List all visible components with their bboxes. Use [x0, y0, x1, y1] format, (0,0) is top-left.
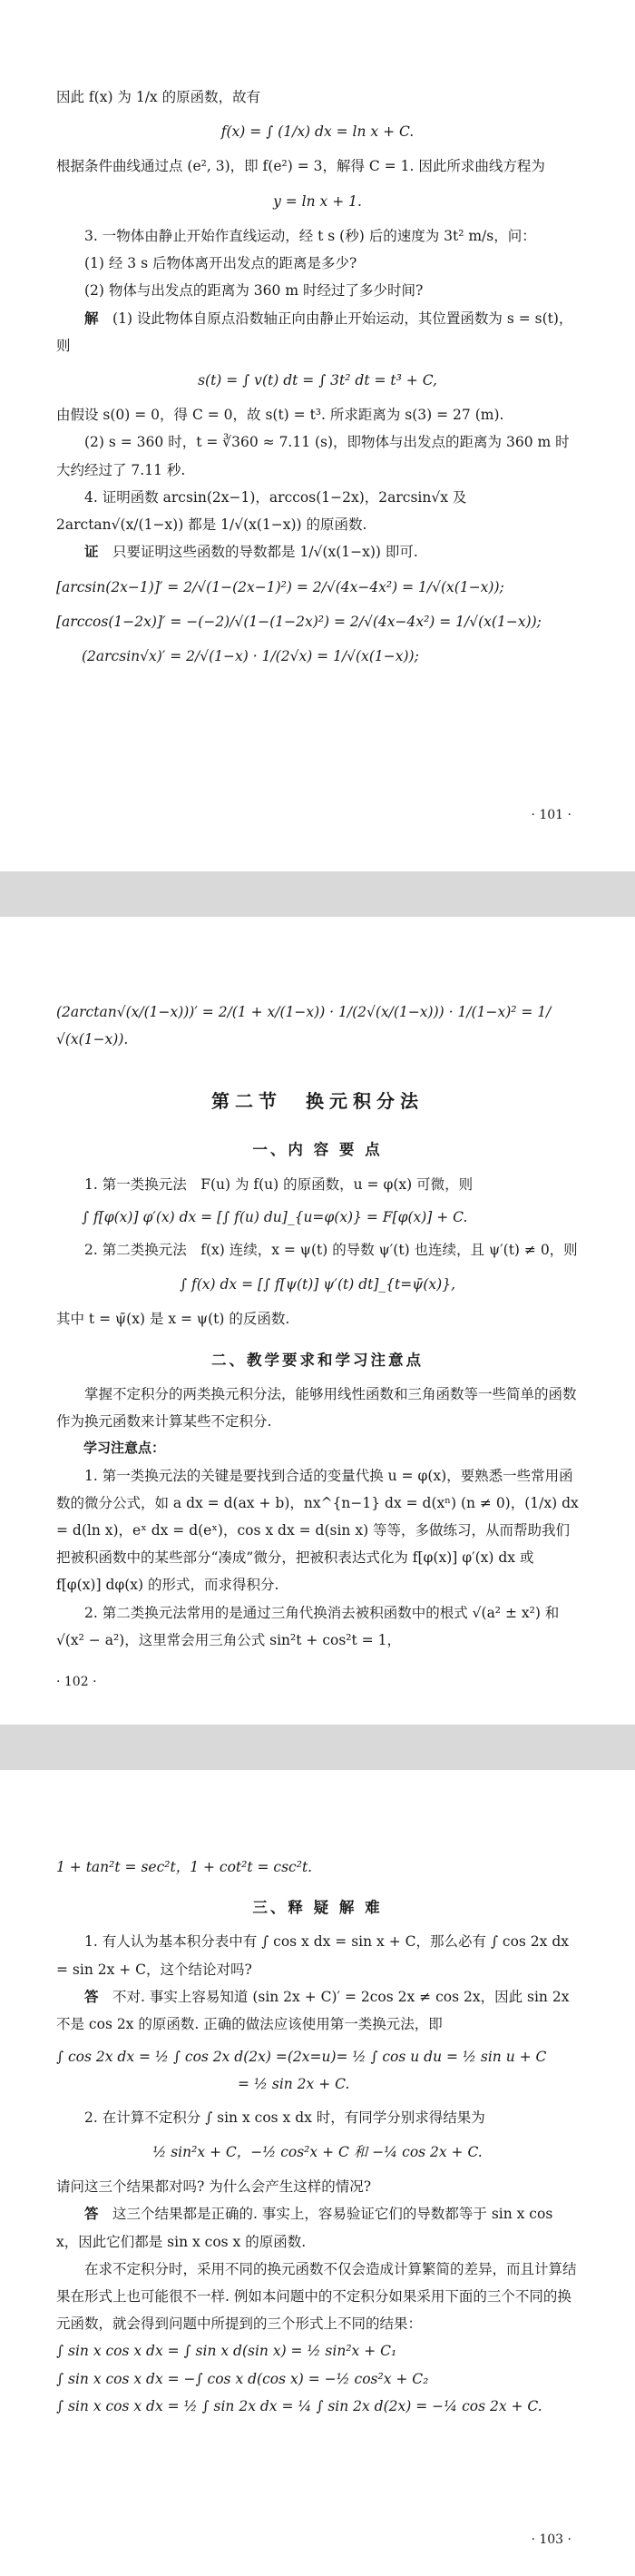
formula: [arcsin(2x−1)]′ = 2/√(1−(2x−1)²) = 2/√(4x−4x²) = 1/√(x(1−x)); — [56, 578, 504, 595]
text-line: 因此 f(x) 为 1/x 的原函数，故有 — [56, 89, 261, 105]
subsection-title: 一、内 容 要 点 — [252, 1141, 383, 1159]
solution-paragraph — [56, 305, 579, 359]
problem-4: 4. 证明函数 arcsin(2x−1)，arccos(1−2x)，2arcsin√x 及 2arctan√(x/(1−x)) 都是 1/√(x(1−x)) 的原函数. — [56, 488, 467, 534]
formula: (2arctan√(x/(1−x)))′ = 2/(1 + x/(1−x)) · 1/(2√(x/(1−x))) · 1/(1−x)² = 1/√(x(1−x)). — [56, 1004, 552, 1048]
text-line: 2. 第二类换元法 f(x) 连续，x = ψ(t) 的导数 ψ′(t) 也连续，且 ψ′(t) ≠ 0，则 — [84, 1242, 578, 1259]
solution-label: 解 — [84, 310, 99, 327]
question-2: (2) 物体与出发点的距离为 360 m 时经过了多少时间? — [84, 282, 424, 300]
answer-label: 答 — [84, 2206, 99, 2223]
question-1: (1) 经 3 s 后物体离开出发点的距离是多少? — [84, 255, 357, 272]
page-number: · 103 · — [531, 2532, 572, 2547]
heading-notes: 学习注意点： — [83, 1440, 166, 1457]
page-separator — [0, 1725, 635, 1770]
text-line: 掌握不定积分的两类换元积分法，能够用线性函数和三角函数等一些简单的函数作为换元函数来计算某些不定积分. — [56, 1385, 577, 1431]
answer-paragraph — [56, 1983, 579, 2038]
solution-text: (1) 设此物体自原点沿数轴正向由静止开始运动，其位置函数为 s = s(t)，则 — [56, 310, 573, 354]
formula: 1 + tan²t = sec²t，1 + cot²t = csc²t. — [56, 1859, 313, 1875]
formula: ∫ sin x cos x dx = ∫ sin x d(sin x) = ½ sin²x + C₁ — [56, 2343, 397, 2360]
text-line: 根据条件曲线通过点 (e², 3)，即 f(e²) = 3，解得 C = 1. 因此所求曲线方程为 — [56, 158, 545, 175]
proof-paragraph — [56, 538, 579, 565]
formula: s(t) = ∫ v(t) dt = ∫ 3t² dt = t³ + C, — [198, 371, 437, 388]
formula: ½ sin²x + C，−½ cos²x + C 和 −¼ cos 2x + C. — [152, 2143, 483, 2160]
formula: (2arcsin√x)′ = 2/√(1−x) · 1/(2√x) = 1/√(x(1−x)); — [82, 647, 419, 664]
section-title: 第二节 换元积分法 — [211, 1090, 424, 1113]
subsection-title: 三、释 疑 解 难 — [252, 1899, 383, 1917]
formula: ∫ sin x cos x dx = −∫ cos x d(cos x) = −½ cos²x + C₂ — [56, 2370, 429, 2387]
formula: ∫ sin x cos x dx = ½ ∫ sin 2x dx = ¼ ∫ sin 2x d(2x) = −¼ cos 2x + C. — [56, 2397, 542, 2414]
page-101 — [0, 0, 635, 871]
text-line: 在求不定积分时，采用不同的换元函数不仅会造成计算繁简的差异，而且计算结果在形式上也可能很不一样. 例如本问题中的不定积分如果采用下面的三个不同的换元函数，就会得到问题中所提到的三个形式上不同的结果： — [56, 2260, 577, 2333]
text-line: 1. 第一类换元法 F(u) 为 f(u) 的原函数，u = φ(x) 可微，则 — [84, 1175, 474, 1193]
text-line: 由假设 s(0) = 0，得 C = 0，故 s(t) = t³. 所求距离为 s(3) = 27 (m). — [56, 407, 504, 424]
question-2: 2. 在计算不定积分 ∫ sin x cos x dx 时，有同学分别求得结果为 — [84, 2109, 485, 2126]
formula: ∫ f(x) dx = [∫ f[ψ(t)] ψ′(t) dt]_{t=ψ̄(x)}, — [179, 1276, 456, 1293]
proof-label: 证 — [84, 544, 99, 561]
formula: y = ln x + 1. — [273, 192, 362, 210]
answer-text: 不对. 事实上容易知道 (sin 2x + C)′ = 2cos 2x ≠ cos 2x，因此 sin 2x 不是 cos 2x 的原函数. 正确的做法应该使用第一类换元法，即 — [56, 1988, 570, 2033]
question-1: 1. 有人认为基本积分表中有 ∫ cos x dx = sin x + C，那么必有 ∫ cos 2x dx = sin 2x + C，这个结论对吗? — [56, 1933, 569, 1978]
subsection-title: 二、教学要求和学习注意点 — [211, 1351, 424, 1369]
problem-3: 3. 一物体由静止开始作直线运动，经 t s (秒) 后的速度为 3t² m/s，问： — [84, 227, 536, 244]
text-line: (2) s = 360 时，t = ∛360 ≈ 7.11 (s)，即物体与出发点的距离为 360 m 时大约经过了 7.11 秒. — [56, 434, 570, 478]
page-number: · 102 · — [56, 1675, 97, 1689]
formula: [arccos(1−2x)]′ = −(−2)/√(1−(1−2x)²) = 2/√(4x−4x²) = 1/√(x(1−x)); — [56, 613, 542, 630]
text-line: 请问这三个结果都对吗? 为什么会产生这样的情况? — [56, 2178, 372, 2196]
page-103 — [0, 1770, 635, 2576]
text-line: 1. 第一类换元法的关键是要找到合适的变量代换 u = φ(x)，要熟悉一些常用函数的微分公式，如 a dx = d(ax + b)，nx^{n−1} dx = d(xⁿ) (n ≠ 0)，(1/x) dx = d(ln x)，eˣ dx = d(eˣ)，cos x dx = d(sin x) 等等，多做练习，从而帮助我们把被积函数中的某些部分“凑成”微分，把被积表达式化为 f[φ(x)] φ′(x) dx 或 f[φ(x)] dφ(x) 的形式，而求得积分. — [56, 1467, 579, 1594]
formula: ∫ f[φ(x)] φ′(x) dx = [∫ f(u) du]_{u=φ(x)} = F[φ(x)] + C. — [82, 1208, 468, 1225]
formula: ∫ cos 2x dx = ½ ∫ cos 2x d(2x) =(2x=u)= ½ ∫ cos u du = ½ sin u + C — [56, 2049, 547, 2066]
formula: f(x) = ∫ (1/x) dx = ln x + C. — [220, 123, 415, 141]
page-number: · 101 · — [531, 808, 572, 822]
page-102 — [0, 917, 635, 1725]
answer-text: 这三个结果都是正确的. 事实上，容易验证它们的导数都等于 sin x cos x，因此它们都是 sin x cos x 的原函数. — [56, 2206, 553, 2250]
answer-paragraph — [56, 2200, 579, 2255]
text-line: 其中 t = ψ̄(x) 是 x = ψ(t) 的反函数. — [56, 1311, 290, 1328]
page-separator — [0, 871, 635, 917]
proof-text: 只要证明这些函数的导数都是 1/√(x(1−x)) 即可. — [112, 544, 418, 561]
answer-label: 答 — [84, 1988, 99, 2005]
formula: = ½ sin 2x + C. — [238, 2076, 350, 2093]
text-line: 2. 第二类换元法常用的是通过三角代换消去被积函数中的根式 √(a² ± x²) 和 √(x² − a²)，这里常会用三角公式 sin²t + cos²t = 1， — [56, 1604, 560, 1648]
